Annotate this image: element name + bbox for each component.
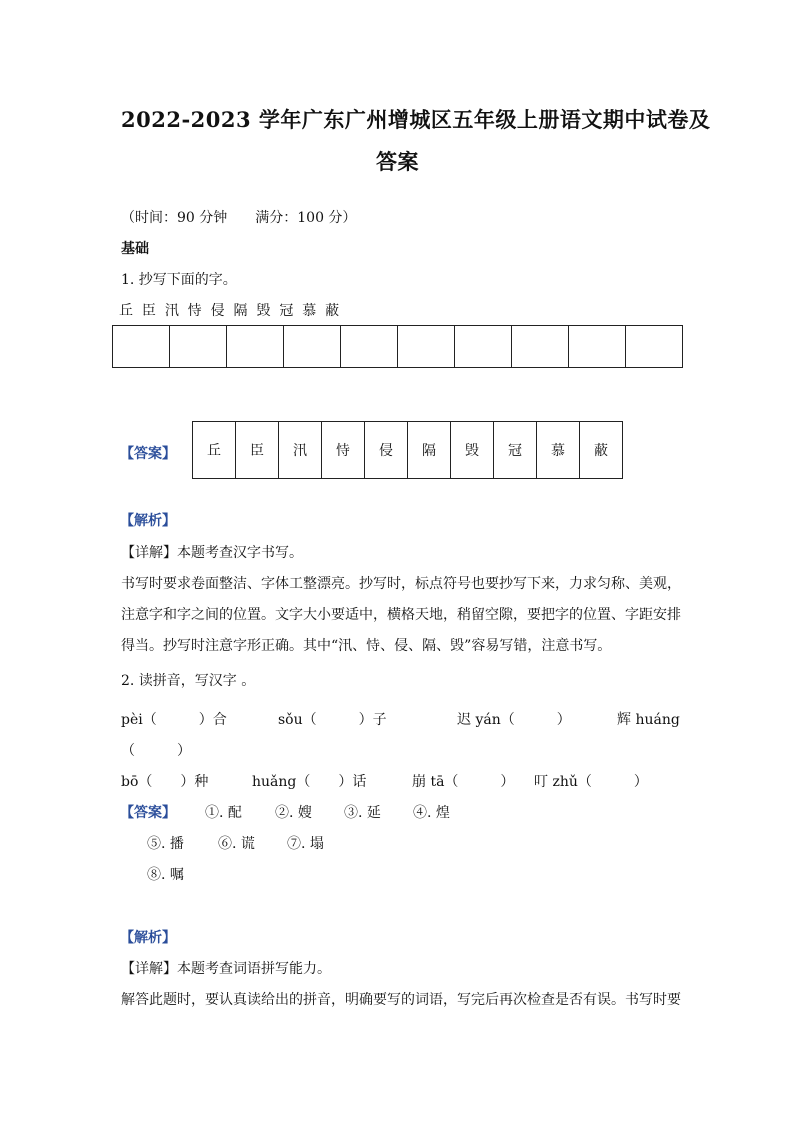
q2-para: 解答此题时，要认真读给出的拼音，明确要写的词语，写完后再次检查是否有误。书写时要	[121, 992, 681, 1008]
q2-item: 叮 zhǔ（ ）	[534, 774, 648, 790]
q1-para-line: 书写时要求卷面整洁、字体工整漂亮。抄写时，标点符号也要抄写下来，力求匀称、美观，	[121, 576, 681, 592]
answer-cell: 慕	[537, 422, 580, 479]
answer-cell: 冠	[494, 422, 537, 479]
blank-cell[interactable]	[626, 326, 683, 368]
section-heading: 基础	[121, 241, 149, 257]
page-title-line1: 2022-2023 学年广东广州增城区五年级上册语文期中试卷及	[121, 107, 711, 132]
q2-answer-label: 【答案】	[120, 805, 176, 821]
q1-char: 臣	[141, 303, 156, 319]
q2-item: bō（ ）种	[121, 774, 209, 790]
answer-cell: 臣	[236, 422, 279, 479]
answer-cell: 毁	[451, 422, 494, 479]
answer-cell: 汛	[279, 422, 322, 479]
q2-item: sǒu（ ）子	[278, 712, 387, 728]
blank-cell[interactable]	[227, 326, 284, 368]
q1-answer-label: 【答案】	[120, 446, 176, 462]
blank-cell[interactable]	[512, 326, 569, 368]
q2-item: pèi（ ）合	[121, 712, 227, 728]
q1-char: 慕	[302, 303, 317, 319]
blank-cell[interactable]	[284, 326, 341, 368]
q1-char: 汛	[164, 303, 179, 319]
q2-item-wrap: （ ）	[121, 743, 191, 759]
q2-item: huǎng（ ）话	[252, 774, 367, 790]
q2-answer: ⑤. 播	[147, 836, 184, 852]
q2-answer: ②. 嫂	[275, 805, 312, 821]
blank-cell[interactable]	[569, 326, 626, 368]
q1-char: 侵	[210, 303, 225, 319]
q2-item: 崩 tā（ ）	[412, 774, 515, 790]
q1-char: 冠	[279, 303, 294, 319]
page-title-line2: 答案	[376, 149, 419, 174]
q2-prompt: 2. 读拼音，写汉字 。	[121, 673, 256, 689]
blank-cell[interactable]	[113, 326, 170, 368]
q2-answer: ①. 配	[205, 805, 242, 821]
q2-answer: ⑧. 嘱	[147, 867, 184, 883]
q1-para-line: 注意字和字之间的位置。文字大小要适中，横格天地，稍留空隙，要把字的位置、字距安排	[121, 607, 681, 623]
answer-cell: 蔽	[580, 422, 623, 479]
q1-char: 隔	[233, 303, 248, 319]
answer-cell: 丘	[193, 422, 236, 479]
q2-detail: 【详解】本题考查词语拼写能力。	[121, 961, 331, 977]
q1-para-line: 得当。抄写时注意字形正确。其中“汛、恃、侵、隔、毁”容易写错，注意书写。	[121, 638, 612, 654]
q1-prompt: 1. 抄写下面的字。	[121, 272, 237, 288]
answer-cell: 侵	[365, 422, 408, 479]
q2-item: 迟 yán（ ）	[457, 712, 571, 728]
blank-cell[interactable]	[170, 326, 227, 368]
q1-answer-grid	[192, 421, 623, 479]
q1-char: 蔽	[325, 303, 340, 319]
q2-answer: ③. 延	[344, 805, 381, 821]
q1-analysis-label: 【解析】	[120, 513, 176, 529]
q1-detail: 【详解】本题考查汉字书写。	[121, 545, 303, 561]
q2-answer: ⑦. 塌	[287, 836, 324, 852]
q1-char: 毁	[256, 303, 271, 319]
exam-info: （时间：90 分钟 满分：100 分）	[121, 210, 357, 226]
blank-cell[interactable]	[341, 326, 398, 368]
blank-cell[interactable]	[455, 326, 512, 368]
q2-analysis-label: 【解析】	[120, 930, 176, 946]
blank-cell[interactable]	[398, 326, 455, 368]
q1-char: 恃	[187, 303, 202, 319]
q2-answer: ⑥. 谎	[218, 836, 255, 852]
q1-blank-grid	[112, 325, 683, 368]
q2-answer: ④. 煌	[413, 805, 450, 821]
q1-char-list	[119, 300, 339, 320]
answer-cell: 隔	[408, 422, 451, 479]
q1-char: 丘	[119, 303, 133, 319]
q2-item: 辉 huáng	[617, 712, 680, 728]
answer-cell: 恃	[322, 422, 365, 479]
